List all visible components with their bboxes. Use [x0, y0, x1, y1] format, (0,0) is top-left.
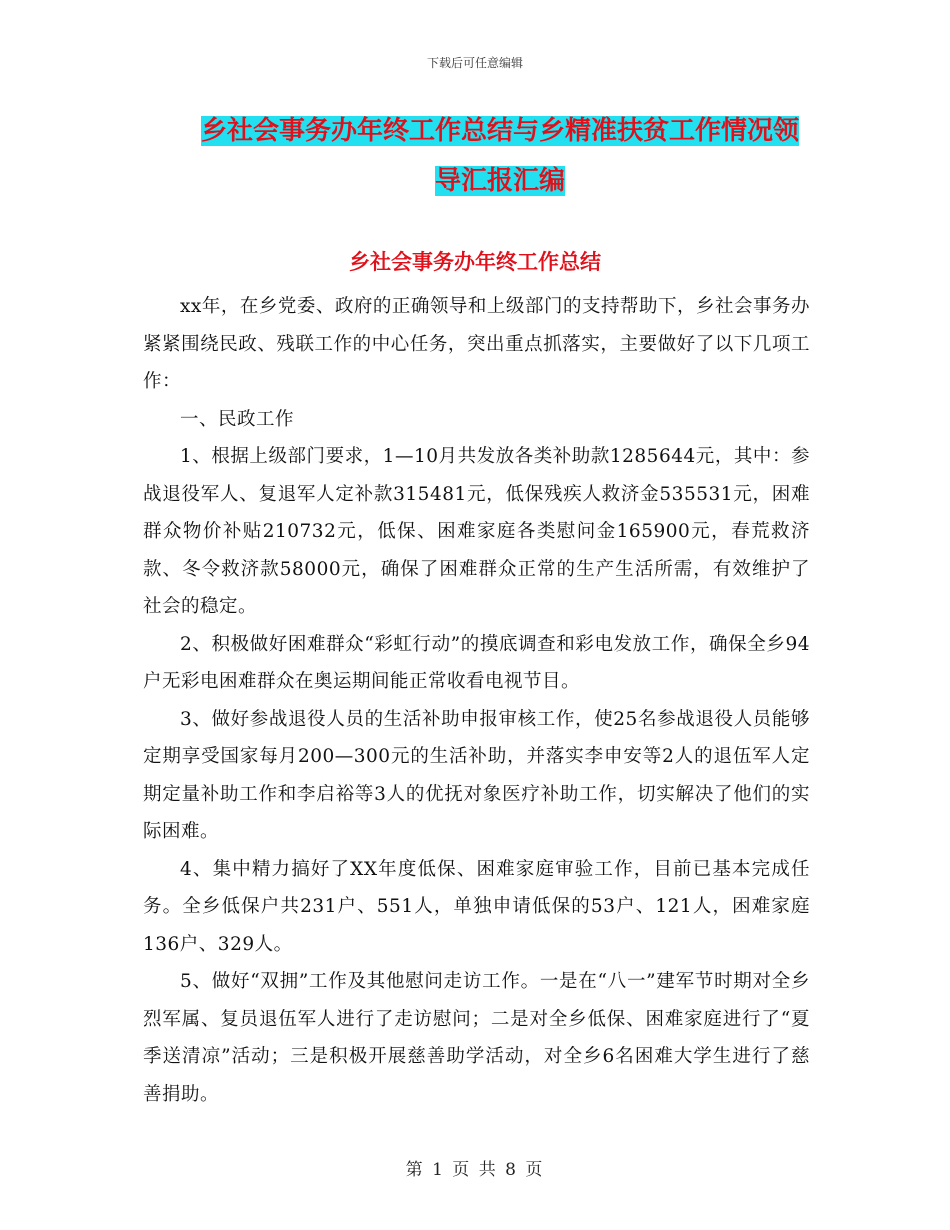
document-title: [140, 106, 860, 206]
paragraph-item-3: 3、做好参战退役人员的生活补助申报审核工作，使25名参战退役人员能够定期享受国家每月200—300元的生活补助，并落实李申安等2人的退伍军人定期定量补助工作和李启裕等3人的优抚对象医疗补助工作，切实解决了他们的实际困难。: [143, 708, 810, 842]
document-title-line-1: 乡社会事务办年终工作总结与乡精准扶贫工作情况领: [200, 116, 799, 146]
paragraph-item-4: 4、集中精力搞好了XX年度低保、困难家庭审验工作，目前已基本完成任务。全乡低保户共231户、551人，单独申请低保的53户、121人，困难家庭136户、329人。: [143, 858, 810, 955]
page-number-footer: 第 1 页 共 8 页: [405, 1160, 545, 1180]
paragraph-item-5: 5、做好“双拥”工作及其他慰问走访工作。一是在“八一”建军节时期对全乡烈军属、复员退伍军人进行了走访慰问；二是对全乡低保、困难家庭进行了“夏季送清凉”活动；三是积极开展慈善助学活动，对全乡6名困难大学生进行了慈善捐助。: [143, 971, 810, 1105]
paragraph-heading-civil-affairs: 一、民政工作: [180, 408, 295, 430]
paragraph-intro: xx年，在乡党委、政府的正确领导和上级部门的支持帮助下，乡社会事务办紧紧围绕民政、残联工作的中心任务，突出重点抓落实，主要做好了以下几项工作：: [143, 296, 810, 392]
document-body: [143, 288, 810, 1113]
section-title: 乡社会事务办年终工作总结: [349, 249, 601, 274]
document-title-line-2: 导汇报汇编: [434, 166, 565, 196]
paragraph-item-1: 1、根据上级部门要求，1—10月共发放各类补助款1285644元，其中：参战退役军人、复退军人定补款315481元，低保残疾人救济金535531元，困难群众物价补贴210732元，低保、困难家庭各类慰问金165900元，春荒救济款、冬令救济款58000元，确保了困难群众正常的生产生活所需，有效维护了社会的稳定。: [143, 446, 810, 617]
header-note: 下载后可任意编辑: [426, 56, 523, 70]
paragraph-item-2: 2、积极做好困难群众“彩虹行动”的摸底调查和彩电发放工作，确保全乡94户无彩电困难群众在奥运期间能正常收看电视节目。: [143, 633, 810, 692]
